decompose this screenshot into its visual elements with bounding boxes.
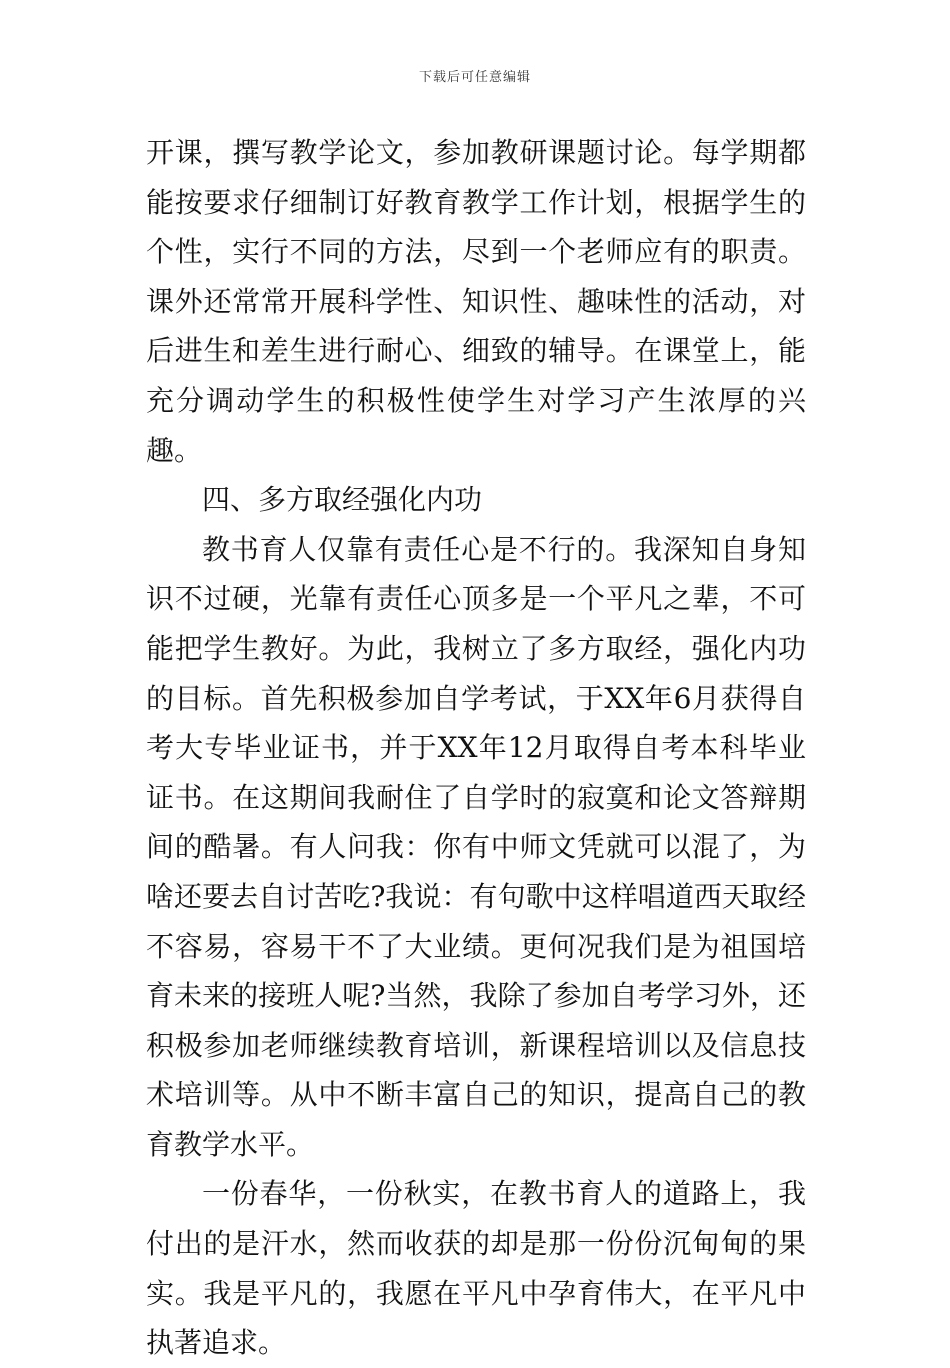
paragraph-continuation: 开课，撰写教学论文，参加教研课题讨论。每学期都能按要求仔细制订好教育教学工作计划，根据学生的个性，实行不同的方法，尽到一个老师应有的职责。课外还常常开展科学性、知识性、趣味性的活动，对后进生和差生进行耐心、细致的辅导。在课堂上，能充分调动学生的积极性使学生对学习产生浓厚的兴趣。: [146, 136, 806, 467]
document-body: [146, 128, 806, 1368]
paragraph-conclusion: 一份春华，一份秋实，在教书育人的道路上，我付出的是汗水，然而收获的却是那一份份沉甸甸的果实。我是平凡的，我愿在平凡中孕育伟大，在平凡中执著追求。: [146, 1177, 806, 1360]
paragraph-self-study: 教书育人仅靠有责任心是不行的。我深知自身知识不过硬，光靠有责任心顶多是一个平凡之辈，不可能把学生教好。为此，我树立了多方取经，强化内功的目标。首先积极参加自学考试，于XX年6月获得自考大专毕业证书，并于XX年12月取得自考本科毕业证书。在这期间我耐住了自学时的寂寞和论文答辩期间的酷暑。有人问我：你有中师文凭就可以混了，为啥还要去自讨苦吃?我说：有句歌中这样唱道西天取经不容易，容易干不了大业绩。更何况我们是为祖国培育未来的接班人呢?当然，我除了参加自考学习外，还积极参加老师继续教育培训，新课程培训以及信息技术培训等。从中不断丰富自己的知识，提高自己的教育教学水平。: [146, 532, 806, 1161]
page-header: 下载后可任意编辑: [418, 70, 531, 85]
section-heading: 四、多方取经强化内功: [202, 483, 483, 517]
